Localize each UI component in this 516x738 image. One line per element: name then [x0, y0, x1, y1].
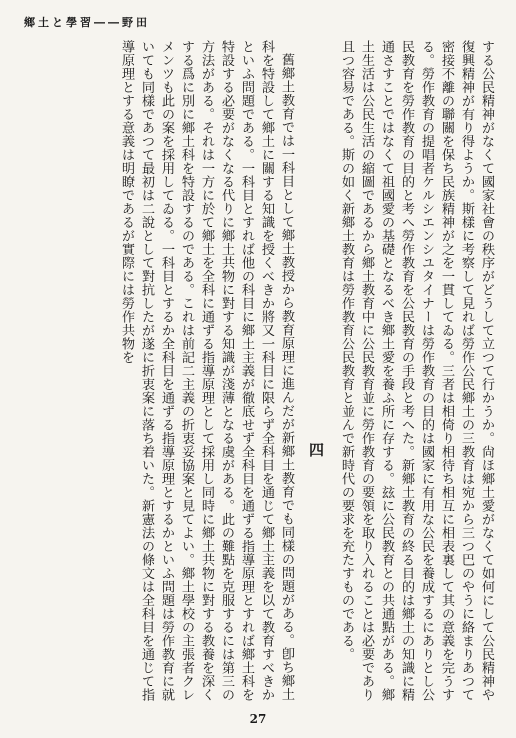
- running-title: 鄉土と學習――野田: [24, 16, 150, 29]
- body-text: [20, 40, 496, 710]
- page-number: 27: [249, 712, 267, 726]
- section-heading: 四: [307, 442, 325, 458]
- paragraph-2: 舊鄉土教育では一科目として鄉土教授から教育原理に進んだが新鄉土教育でも同樣の問題がある。卽ち鄉土科を特設して鄉土に關する知識を授くべきか將又一科目に限らず全科目を通じて鄉土主義を以て教育すべきかといふ問題である。一科目とすれば他の科目に鄉土主義が徹底せず全科目を通ずる指導原理とすれば鄉土科を特設する必要がなくなる代りに鄉土共物に對する知識が淺薄となる虞がある。此の難點を克服するには第三の方法がある。それは一方に於て鄉土を全科に通ずる指導原理として採用し同時に鄉土共物に對する教養を深くする爲に別に鄉土科を特設するのである。これは前記二主義の折衷妥協案と見てよい。鄉土學校の主張者クレメンツも此の案を採用してゐる。一科目とするか全科目を通ずる指導原理とするかといふ問題は勞作教育に就いても同樣であつて最初は二說として對抗したが遂に折衷案に落ち着いた。新憲法の條文は全科目を通じて指導原理とする意義は明瞭であるが實際には勞作共物を: [119, 40, 294, 702]
- paragraph-1: する公民精神がなくて國家社會の秩序がどうして立つて行かうか。尙ほ鄉土愛がなくて如何にして公民精神や復興精神が有り得ようか。斯樣に考察して見れば勞作公民鄉土の三教育は宛から三つ巴のやうに絡まりあつて密接不離の聯關を保ち民族精神が之を一貫してゐる。三者は相倚り相待ち相互に相表裏して其の意義を完うする。勞作教育の提唱者ケルシエンシユタイナーは勞作教育の目的は國家に有用な公民を養成するにありとし公民教育を勞作教育の目的と考へ勞作教育を公民教育の手段と考へた。新鄉土教育の終る目的は鄉土の知識に精通さすことではなくて祖國愛の基礎となるべき鄉土愛を養ふ所に存する。玆に公民教育との共通點がある。鄉土生活は公民生活の縮圖であるから鄉土教育中に公民教育並に勞作教育の要領を取り入れることは必要であり且つ容易である。斯の如く新鄉土教育は勞作教育公民教育と並んで新時代の要求を充たすものである。: [339, 40, 494, 702]
